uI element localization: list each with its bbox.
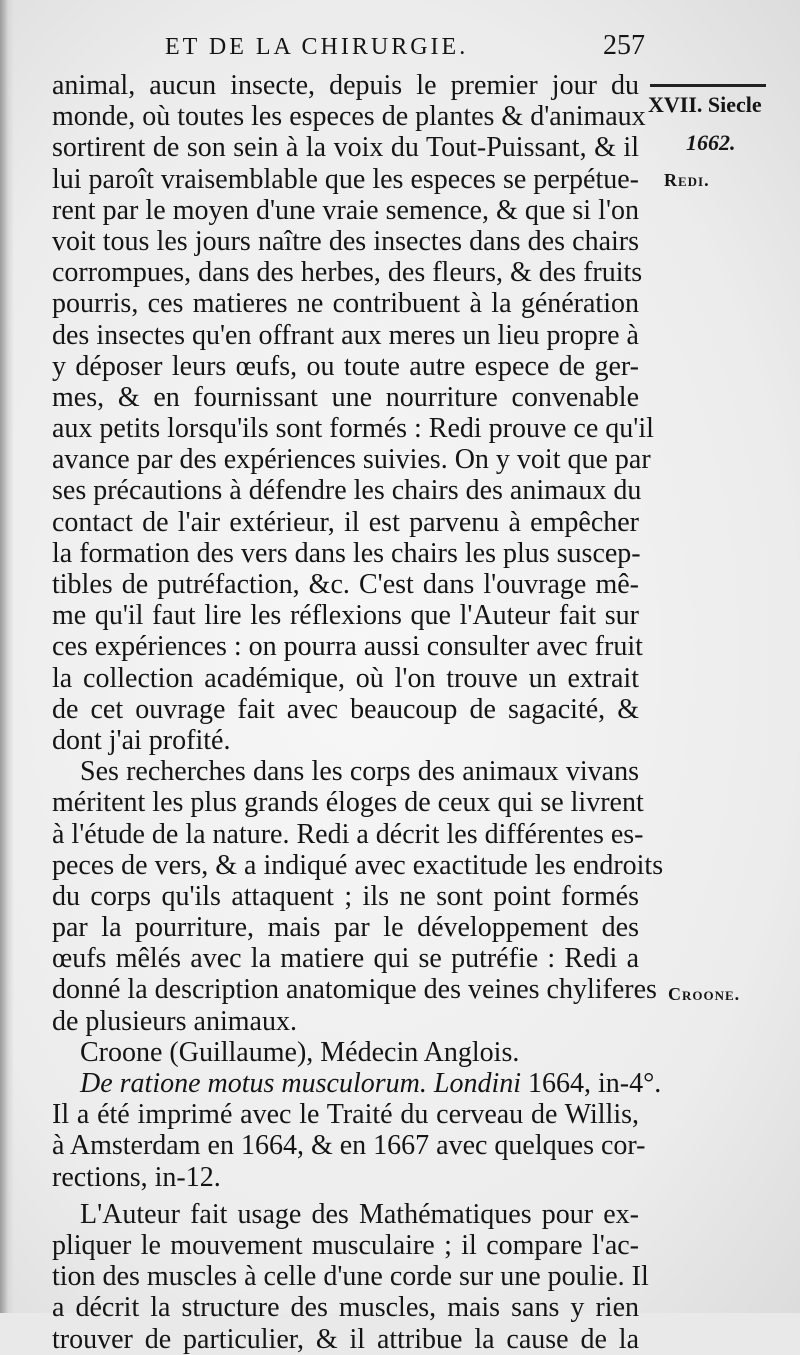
text-line: la formation des vers dans les chairs les plus suscep- bbox=[52, 537, 641, 569]
text-line: des insectes qu'en offrant aux meres un lieu propre à bbox=[52, 319, 639, 351]
text-line: contact de l'air extérieur, il est parvenu à empêcher bbox=[52, 506, 639, 538]
paragraph-redi-research bbox=[52, 756, 664, 1037]
entry-title-italic: De ratione motus musculorum. Londini bbox=[80, 1068, 521, 1099]
margin-rule bbox=[650, 84, 766, 87]
text-line: monde, où toutes les especes de plantes & d'animaux bbox=[52, 101, 646, 133]
text-line: ces expériences : on pourra aussi consulter avec fruit bbox=[52, 631, 643, 663]
entry-heading: Croone (Guillaume), Médecin Anglois. bbox=[80, 1036, 520, 1068]
entry-title-rest: 1664, in-4°. bbox=[528, 1068, 662, 1099]
page-number: 257 bbox=[603, 30, 645, 61]
paragraph-redi-continued bbox=[52, 70, 654, 756]
text-line: a décrit la structure des muscles, mais sans y rien bbox=[52, 1292, 639, 1324]
text-line: animal, aucun insecte, depuis le premier jour du bbox=[52, 70, 639, 101]
text-line: y déposer leurs œufs, ou toute autre espece de ger- bbox=[52, 350, 639, 382]
text-line: trouver de particulier, & il attribue la cause de la bbox=[52, 1323, 639, 1355]
text-line: tion des muscles à celle d'une corde sur une poulie. Il bbox=[52, 1261, 649, 1293]
running-title: ET DE LA CHIRURGIE. bbox=[165, 34, 469, 60]
text-line: par la pourriture, mais par le développement des bbox=[52, 912, 639, 944]
text-line: la collection académique, où l'on trouve un extrait bbox=[52, 662, 639, 694]
text-line: ses précautions à défendre les chairs des animaux du bbox=[52, 475, 642, 507]
text-line: pourris, ces matieres ne contribuent à la génération bbox=[52, 288, 639, 320]
text-line: du corps qu'ils attaquent ; ils ne sont point formés bbox=[52, 880, 639, 912]
text-line: à Amsterdam en 1664, & en 1667 avec quelques cor- bbox=[52, 1130, 646, 1162]
text-line: tibles de putréfaction, &c. C'est dans l'ouvrage mê- bbox=[52, 569, 639, 600]
text-line: Ses recherches dans les corps des animaux vivans bbox=[80, 756, 639, 788]
margin-year-note: 1662. bbox=[686, 130, 736, 155]
text-line: voit tous les jours naître des insectes dans des chairs bbox=[52, 225, 639, 257]
text-line: rent par le moyen d'une vraie semence, & que si l'on bbox=[52, 194, 639, 226]
page-header bbox=[165, 30, 645, 70]
text-line: rections, in-12. bbox=[52, 1161, 221, 1193]
text-line: dont j'ai profité. bbox=[52, 724, 231, 756]
text-line: lui paroît vraisemblable que les especes se perpétue- bbox=[52, 163, 639, 195]
body-text bbox=[52, 70, 664, 1355]
text-line: avance par des expériences suivies. On y voit que par bbox=[52, 444, 651, 476]
text-line: L'Auteur fait usage des Mathématiques pour ex- bbox=[80, 1198, 639, 1230]
margin-author-note-croone: Croone. bbox=[668, 984, 741, 1004]
entry-title-line bbox=[52, 1068, 662, 1099]
text-line: sortirent de son sein à la voix du Tout-Puissant, & il bbox=[52, 132, 639, 164]
page-binding-edge bbox=[0, 0, 14, 1313]
text-line: de cet ouvrage fait avec beaucoup de sagacité, & bbox=[52, 693, 639, 725]
text-line: me qu'il faut lire les réflexions que l'Auteur fait sur bbox=[52, 600, 639, 632]
text-line: aux petits lorsqu'ils sont formés : Redi prouve ce qu'il bbox=[52, 413, 654, 445]
margin-century-note: XVII. Siecle bbox=[648, 92, 762, 117]
paragraph-croone-description bbox=[52, 1198, 649, 1355]
text-line: à l'étude de la nature. Redi a décrit les différentes es- bbox=[52, 818, 644, 850]
margin-author-note-redi: Redi. bbox=[664, 170, 710, 190]
text-line: corrompues, dans des herbes, des fleurs, & des fruits bbox=[52, 257, 643, 289]
text-line: peces de vers, & a indiqué avec exactitude les endroits bbox=[52, 849, 664, 881]
text-line: de plusieurs animaux. bbox=[52, 1005, 297, 1037]
text-line: pliquer le mouvement musculaire ; il compare l'ac- bbox=[52, 1229, 639, 1261]
text-line: mes, & en fournissant une nourriture convenable bbox=[52, 381, 639, 413]
entry-croone bbox=[52, 1036, 662, 1193]
text-line: œufs mêlés avec la matiere qui se putréfie : Redi a bbox=[52, 943, 639, 975]
text-line: donné la description anatomique des veines chyliferes bbox=[52, 974, 657, 1006]
text-line: méritent les plus grands éloges de ceux qui se livrent bbox=[52, 787, 644, 819]
text-line: Il a été imprimé avec le Traité du cerveau de Willis, bbox=[52, 1099, 639, 1131]
